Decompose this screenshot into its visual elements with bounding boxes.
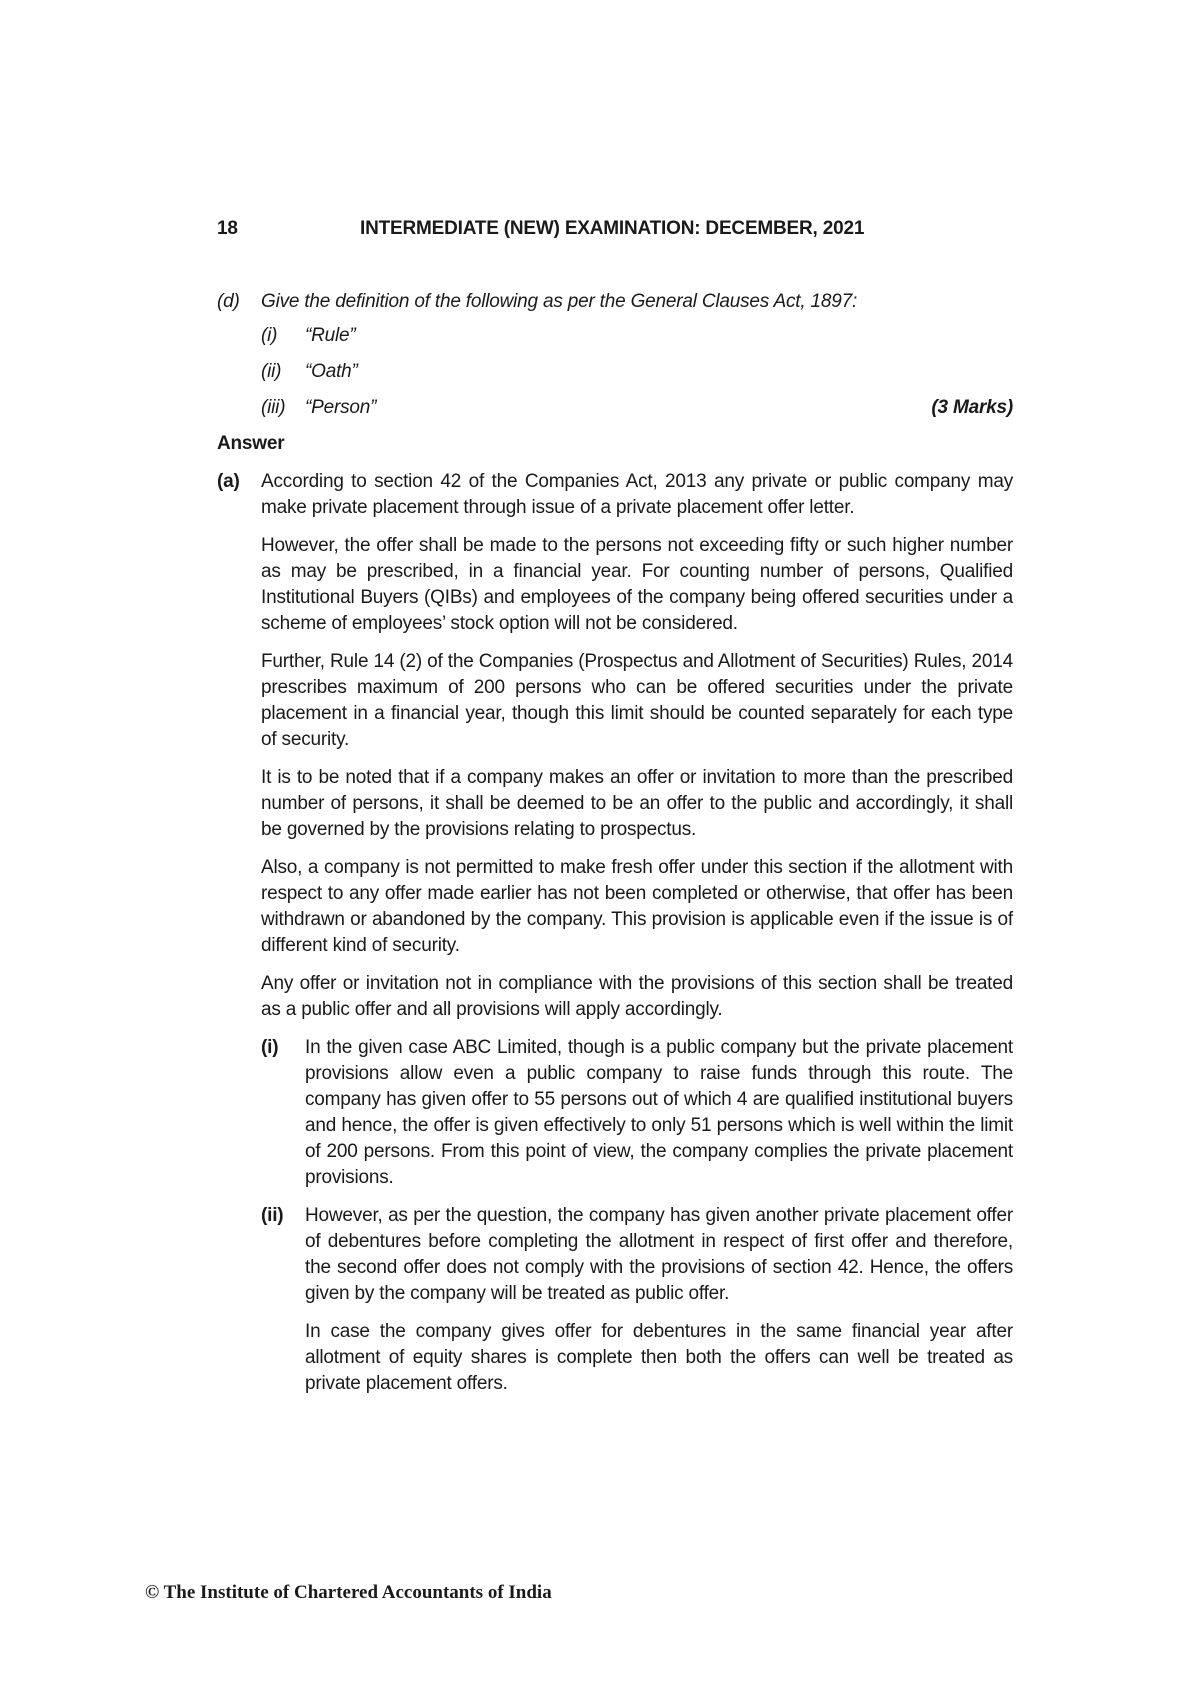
answer-heading: Answer — [217, 433, 285, 454]
answer-part-a-intro: According to section 42 of the Companies Act, 2013 any private or public company may make private placement through issue of a private placement offer letter. — [261, 471, 1013, 518]
question-d — [217, 289, 1013, 315]
question-d-item-label: (ii) — [261, 361, 282, 382]
answer-point-label: (ii) — [261, 1205, 284, 1226]
question-d-label: (d) — [217, 291, 240, 312]
answer-part-a — [217, 469, 1013, 521]
question-d-items — [261, 323, 1013, 431]
answer-paragraph: Any offer or invitation not in compliance with the provisions of this section shall be treated as a public offer and all provisions will apply accordingly. — [261, 973, 1013, 1020]
page-header — [217, 218, 1017, 244]
footer-copyright: © The Institute of Chartered Accountants of India — [145, 1582, 552, 1603]
answer-closing: In case the company gives offer for debentures in the same financial year after allotment of equity shares is complete then both the offers can well be treated as private placement offers. — [305, 1321, 1013, 1394]
page-number: 18 — [217, 218, 238, 239]
answer-paragraph: It is to be noted that if a company makes an offer or invitation to more than the prescribed number of persons, it shall be deemed to be an offer to the public and accordingly, it shall be governed by the provisions relating to prospectus. — [261, 767, 1013, 840]
answer-paragraph: Further, Rule 14 (2) of the Companies (Prospectus and Allotment of Securities) Rules, 2014 prescribes maximum of 200 persons who can be offered securities under the private placement in a financial year, though this limit should be counted separately for each type of security. — [261, 651, 1013, 750]
question-d-item-label: (i) — [261, 325, 278, 346]
question-d-item-label: (iii) — [261, 397, 286, 418]
answer-point — [261, 1035, 1013, 1191]
answer-point-text: In the given case ABC Limited, though is a public company but the private placement provisions allow even a public company to raise funds through this route. The company has given offer to 55 persons out of which 4 are qualified institutional buyers and hence, the offer is given effectively to only 51 persons which is well within the limit of 200 persons. From this point of view, the company complies the private placement provisions. — [305, 1037, 1013, 1188]
question-d-item — [261, 395, 1013, 431]
marks-label: (3 Marks) — [931, 397, 1013, 418]
answer-point-text: However, as per the question, the company has given another private placement offer of debentures before completing the allotment in respect of first offer and therefore, the second offer does not comply with the provisions of section 42. Hence, the offers given by the company will be treated as public offer. — [305, 1205, 1013, 1304]
question-d-item-text: “Person” — [305, 397, 377, 418]
question-d-item — [261, 323, 1013, 359]
question-d-item-text: “Rule” — [305, 325, 356, 346]
question-d-text: Give the definition of the following as per the General Clauses Act, 1897: — [261, 291, 858, 312]
question-d-item-text: “Oath” — [305, 361, 358, 382]
answer-point — [261, 1203, 1013, 1307]
answer-paragraph: However, the offer shall be made to the persons not exceeding fifty or such higher number as may be prescribed, in a financial year. For counting number of persons, Qualified Institutional Buyers (QIBs) and employees of the company being offered securities under a scheme of employees’ stock option will not be considered. — [261, 535, 1013, 634]
question-d-item — [261, 359, 1013, 395]
answer-point-label: (i) — [261, 1037, 279, 1058]
answer-points — [261, 1035, 1013, 1397]
answer-paragraph: Also, a company is not permitted to make fresh offer under this section if the allotment with respect to any offer made earlier has not been completed or otherwise, that offer has been withdrawn or abandoned by the company. This provision is applicable even if the issue is of different kind of security. — [261, 857, 1013, 956]
page-content — [217, 289, 1013, 1397]
answer-part-a-label: (a) — [217, 471, 240, 492]
header-title: INTERMEDIATE (NEW) EXAMINATION: DECEMBER, 2021 — [360, 218, 865, 239]
